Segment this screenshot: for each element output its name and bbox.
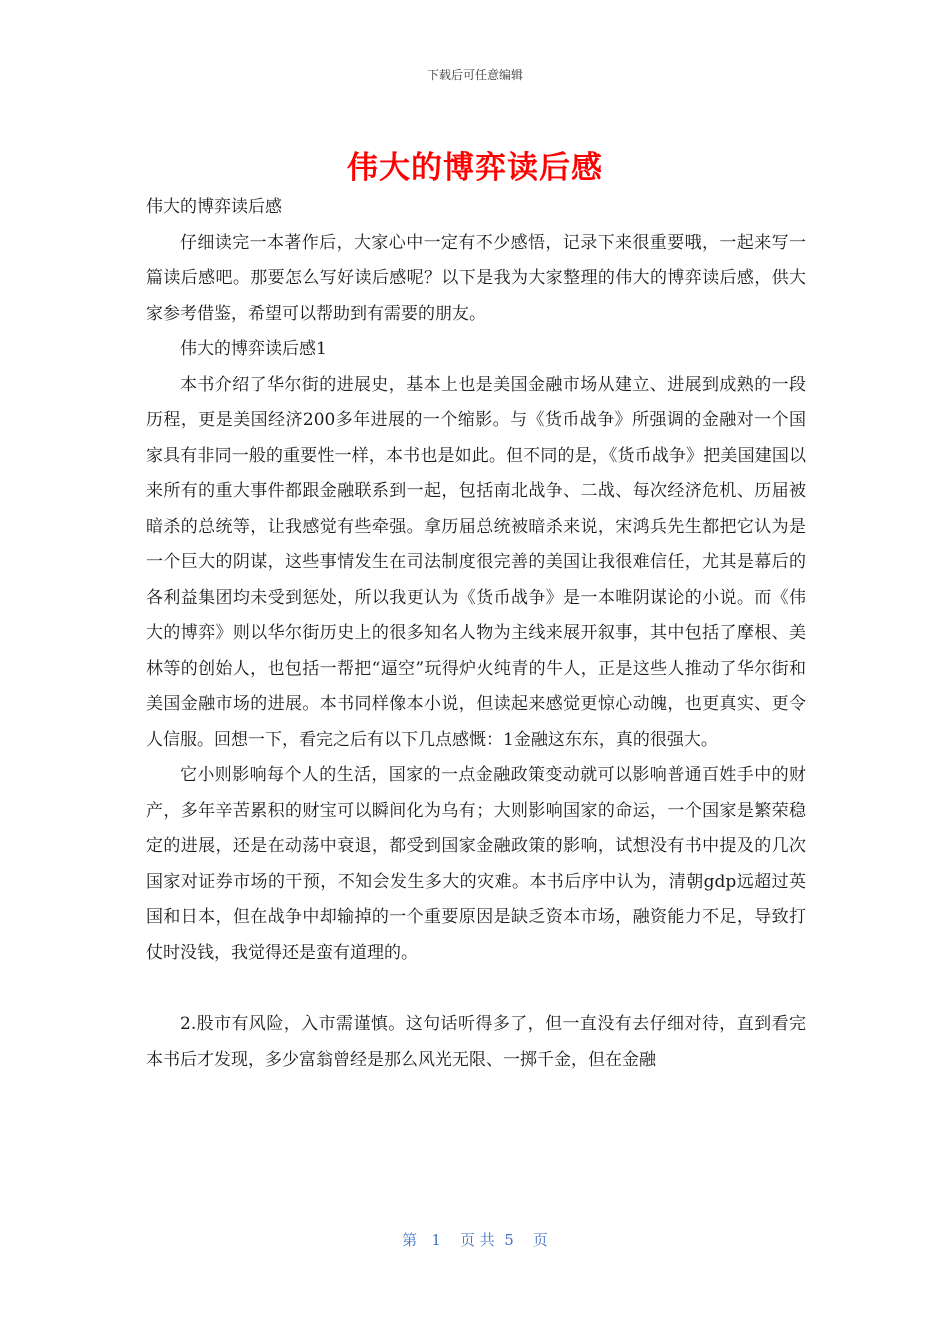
- page-indicator: 第 1 页 共 5 页: [402, 1231, 548, 1249]
- document-title: 伟大的博弈读后感: [347, 150, 603, 186]
- body-paragraph: 本书介绍了华尔街的进展史，基本上也是美国金融市场从建立、进展到成熟的一段历程，更是美国经济200多年进展的一个缩影。与《货币战争》所强调的金融对一个国家具有非同一般的重要性一样，本书也是如此。但不同的是，《货币战争》把美国建国以来所有的重大事件都跟金融联系到一起，包括南北战争、二战、每次经济危机、历届被暗杀的总统等，让我感觉有些牵强。拿历届总统被暗杀来说，宋鸿兵先生都把它认为是一个巨大的阴谋，这些事情发生在司法制度很完善的美国让我很难信任，尤其是幕后的各利益集团均未受到惩处，所以我更认为《货币战争》是一本唯阴谋论的小说。而《伟大的博弈》则以华尔街历史上的很多知名人物为主线来展开叙事，其中包括了摩根、美林等的创始人，也包括一帮把“逼空”玩得炉火纯青的牛人，正是这些人推动了华尔街和美国金融市场的进展。本书同样像本小说，但读起来感觉更惊心动魄，也更真实、更令人信服。回想一下，看完之后有以下几点感慨：1金融这东东，真的很强大。: [146, 374, 806, 750]
- body-paragraph: 2.股市有风险，入市需谨慎。这句话听得多了，但一直没有去仔细对待，直到看完本书后才发现，多少富翁曾经是那么风光无限、一掷千金，但在金融: [146, 1014, 806, 1070]
- body-paragraph: 它小则影响每个人的生活，国家的一点金融政策变动就可以影响普通百姓手中的财产，多年辛苦累积的财宝可以瞬间化为乌有；大则影响国家的命运，一个国家是繁荣稳定的进展，还是在动荡中衰退，都受到国家金融政策的影响，试想没有书中提及的几次国家对证券市场的干预，不知会发生多大的灾难。本书后序中认为，清朝gdp远超过英国和日本，但在战争中却输掉的一个重要原因是缺乏资本市场，融资能力不足，导致打仗时没钱，我觉得还是蛮有道理的。: [146, 765, 806, 963]
- header-note: 下载后可任意编辑: [426, 68, 523, 82]
- document-subtitle: 伟大的博弈读后感: [146, 197, 282, 217]
- document-body: [146, 190, 806, 1078]
- section-heading: 伟大的博弈读后感1: [180, 339, 327, 359]
- intro-paragraph: 仔细读完一本著作后，大家心中一定有不少感悟，记录下来很重要哦，一起来写一篇读后感吧。那要怎么写好读后感呢？以下是我为大家整理的伟大的博弈读后感，供大家参考借鉴，希望可以帮助到有需要的朋友。: [146, 232, 806, 324]
